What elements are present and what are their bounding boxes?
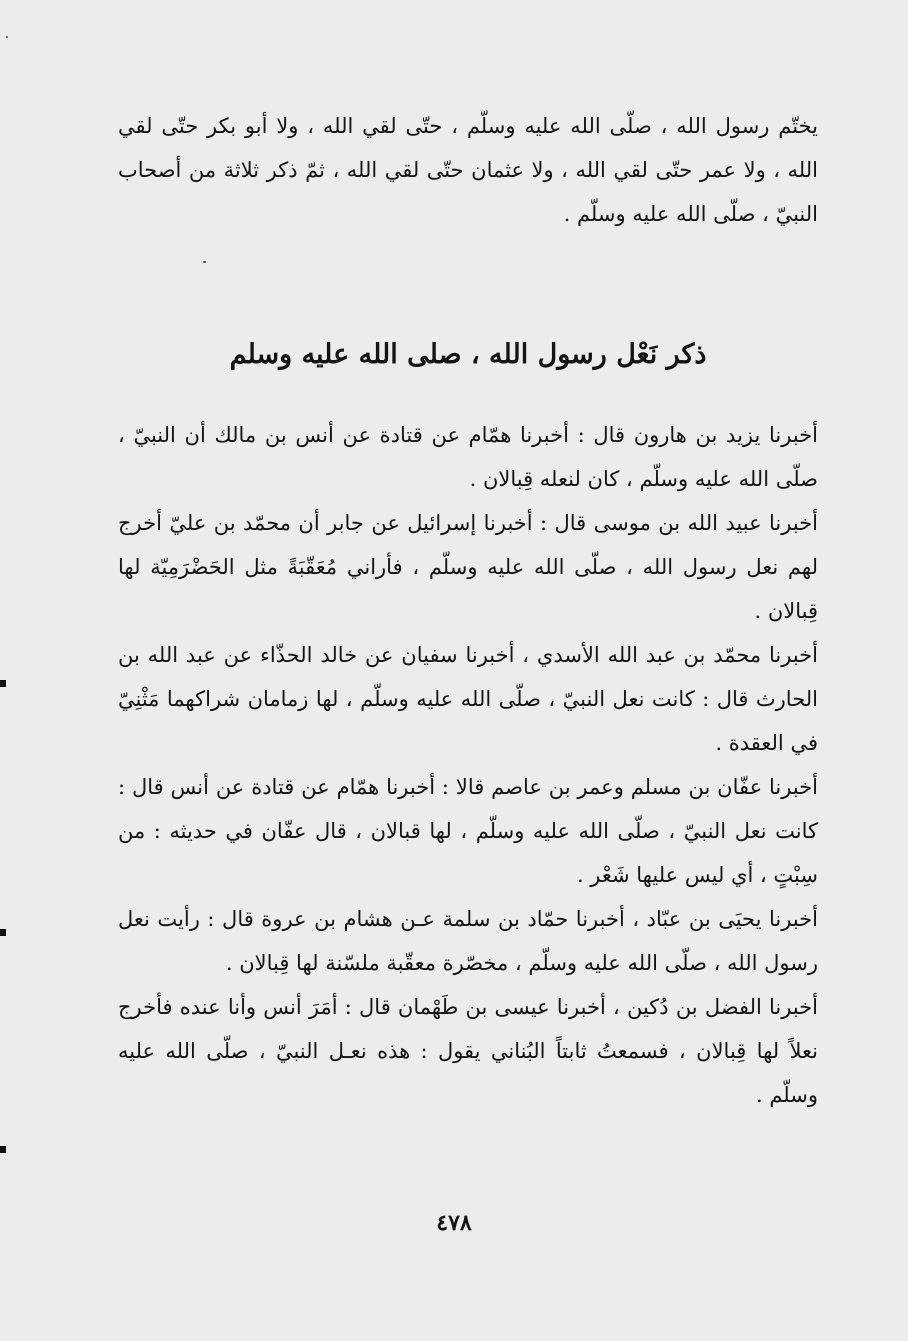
hadith-paragraph: أخبرنا عفّان بن مسلم وعمر بن عاصم قالا : أخبرنا همّام عن قتادة عن أنس قال : كانت نعل النبيّ ، صلّى الله عليه وسلّم ، لها قبالان ، قال عفّان في حديثه : من سِبْتٍ ، أي ليس عليها شَعْر . <box>118 775 818 887</box>
hadith-paragraph: أخبرنا الفضل بن دُكين ، أخبرنا عيسى بن طَهْمان قال : أمَرَ أنس وأنا عنده فأخرج نعلاً لها قِبالان ، فسمعتُ ثابتاً البُناني يقول : هذه نعـل النبيّ ، صلّى الله عليه وسلّم . <box>118 995 818 1107</box>
section-title: ذكر نَعْل رسول الله ، صلى الله عليه وسلم <box>229 339 707 370</box>
intro-text: يختّم رسول الله ، صلّى الله عليه وسلّم ، حتّى لقي الله ، ولا أبو بكر حتّى لقي الله ، ولا عمر حتّى لقي الله ، ولا عثمان حتّى لقي الله ، ثمّ ذكر ثلاثة من أصحاب النبيّ ، صلّى الله عليه وسلّم . <box>118 114 818 226</box>
hadith-paragraph: أخبرنا محمّد بن عبد الله الأسدي ، أخبرنا سفيان عن خالد الحذّاء عن عبد الله بن الحارث قال : كانت نعل النبيّ ، صلّى الله عليه وسلّم ، لها زمامان شراكهما مَثْنِيّ في العقدة . <box>118 643 818 755</box>
hadith-paragraph: أخبرنا يزيد بن هارون قال : أخبرنا همّام عن قتادة عن أنس بن مالك أن النبيّ ، صلّى الله عليه وسلّم ، كان لنعله قِبالان . <box>118 423 818 491</box>
intro-paragraph <box>118 104 818 236</box>
section-body <box>118 413 818 1117</box>
scan-speck <box>203 261 206 263</box>
binding-mark <box>0 1146 6 1153</box>
page-number: ٤٧٨ <box>436 1210 472 1236</box>
binding-mark <box>0 929 6 936</box>
hadith-paragraph: أخبرنا عبيد الله بن موسى قال : أخبرنا إسرائيل عن جابر أن محمّد بن عليّ أخرج لهم نعل رسول الله ، صلّى الله عليه وسلّم ، فأراني مُعَقّبَةً مثل الحَضْرَمِيّة لها قِبالان . <box>118 511 818 623</box>
scan-speck <box>6 36 8 38</box>
binding-mark <box>0 680 6 687</box>
hadith-paragraph: أخبرنا يحيَى بن عبّاد ، أخبرنا حمّاد بن سلمة عـن هشام بن عروة قال : رأيت نعل رسول الله ، صلّى الله عليه وسلّم ، مخصّرة معقّبة ملسّنة لها قِبالان . <box>118 907 818 975</box>
